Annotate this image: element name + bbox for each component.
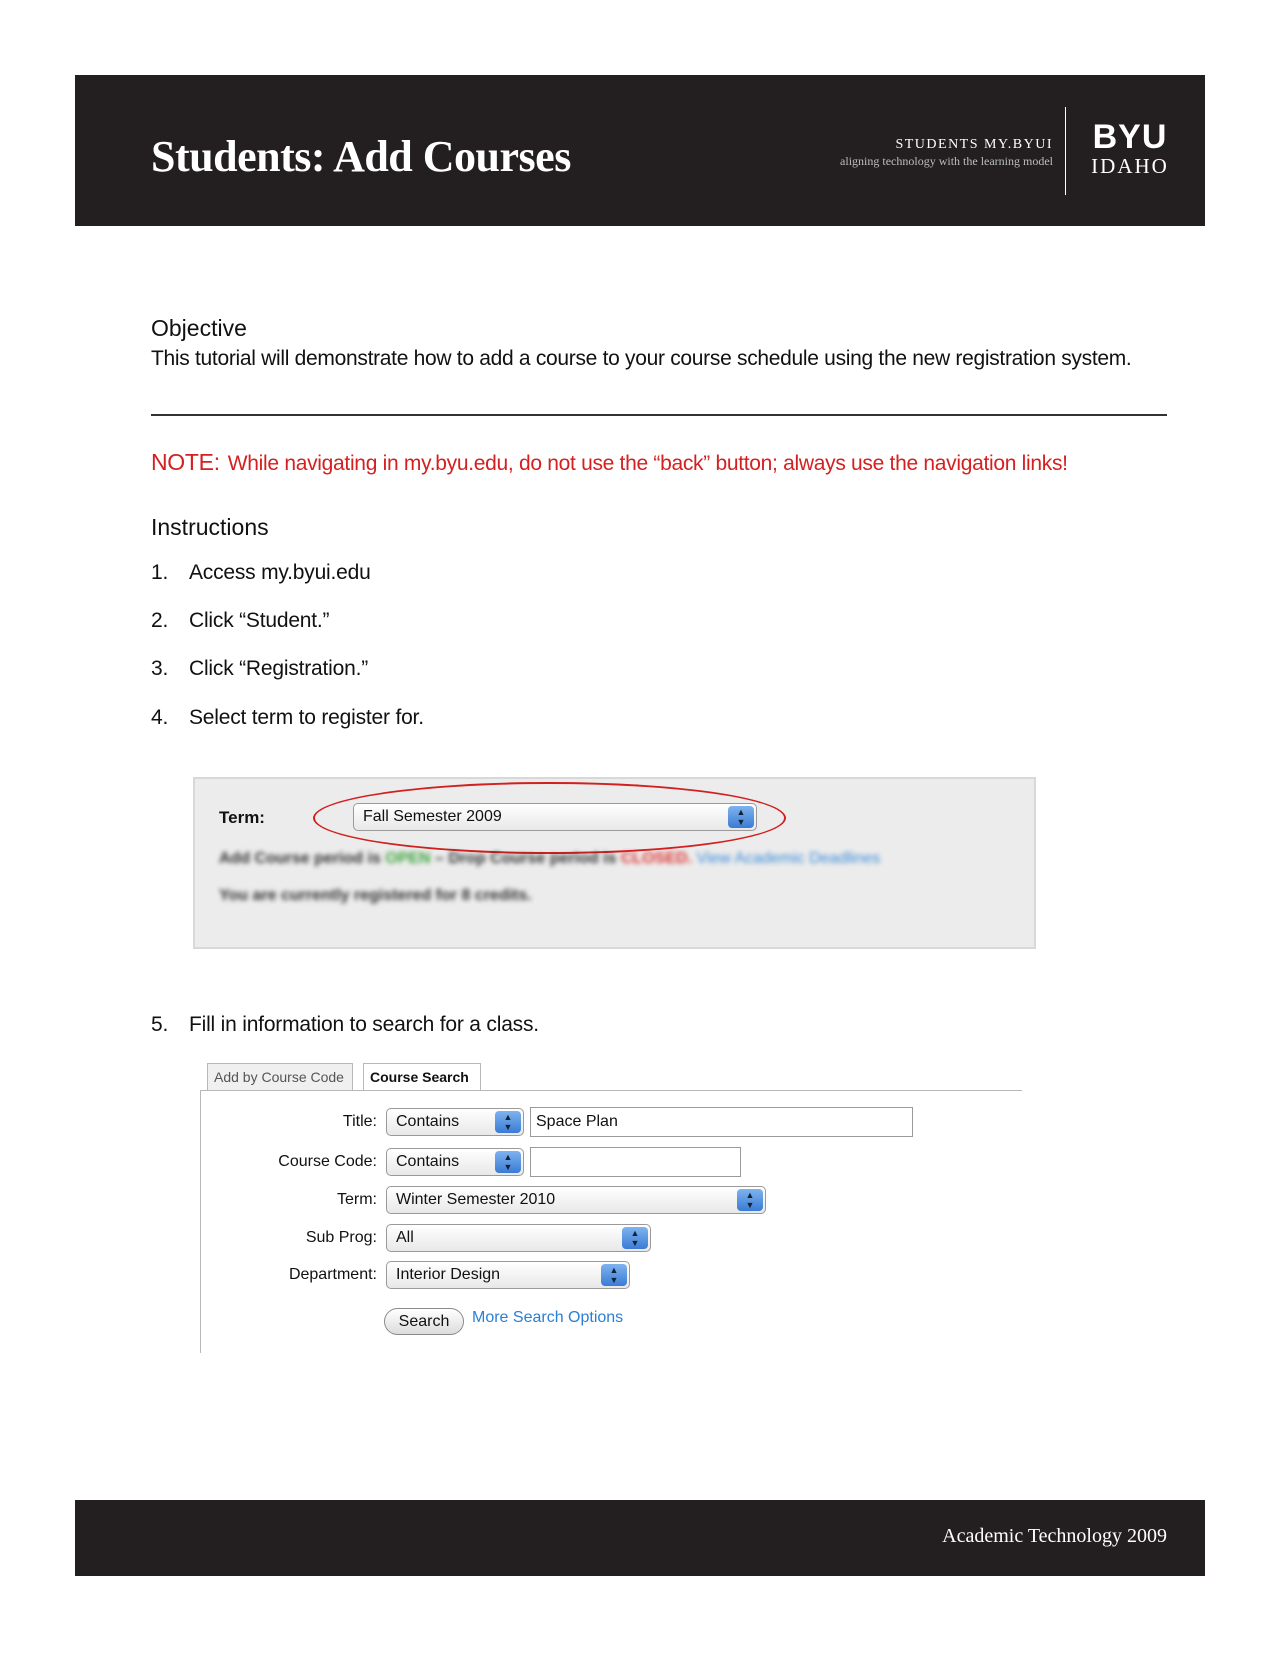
panel-left-border [200,1090,201,1353]
tabs-underline [200,1090,1022,1091]
status-closed: CLOSED. [620,850,692,867]
step-number: 1. [151,561,169,584]
step-text: Click “Registration.” [189,657,369,680]
logo-byu-text: BYU [1092,118,1168,156]
term-select-value: Winter Semester 2010 [396,1191,556,1208]
status-open: OPEN [385,850,431,867]
course-code-input[interactable] [530,1147,741,1177]
sub-prog-label: Sub Prog: [305,1229,377,1246]
step-number: 2. [151,609,169,632]
select-arrows-icon: ▲ ▼ [495,1111,521,1133]
note-label: NOTE: [151,449,220,475]
sub-prog-select[interactable] [386,1224,651,1252]
step-2 [151,609,329,633]
objective-text: This tutorial will demonstrate how to add a course to your course schedule using the new registration system. [151,347,1132,370]
title-input[interactable]: Space Plan [530,1107,913,1137]
highlight-ellipse [313,782,786,854]
footer-text: Academic Technology 2009 [942,1525,1167,1547]
department-select[interactable] [386,1261,630,1289]
note-row [151,449,1068,476]
academic-deadlines-link[interactable]: View Academic Deadlines [696,850,881,867]
registration-period-status [219,850,880,868]
term-select[interactable] [386,1186,766,1214]
title-operator-select[interactable] [386,1108,524,1136]
select-arrows-icon: ▲ ▼ [737,1189,763,1211]
footer-band [75,1500,1205,1576]
select-arrows-icon: ▲ ▼ [728,806,754,828]
step-text: Access my.byui.edu [189,561,371,584]
course-code-operator-value: Contains [396,1153,460,1170]
step-number: 4. [151,706,169,729]
select-arrows-icon: ▲ ▼ [622,1227,648,1249]
step-3 [151,657,368,681]
department-label: Department: [288,1266,377,1283]
step-number: 3. [151,657,169,680]
note-text: While navigating in my.byu.edu, do not use the “back” button; always use the navigation links! [227,452,1068,475]
course-search-screenshot [200,1063,1022,1353]
registered-credits-text: You are currently registered for 8 credits. [219,887,532,904]
step-4 [151,706,424,730]
select-arrows-icon: ▲ ▼ [601,1264,627,1286]
more-search-options-link[interactable]: More Search Options [472,1309,624,1326]
brand-line-1: STUDENTS MY.BYUI [895,137,1053,152]
section-divider [151,414,1167,416]
step-5 [151,1013,539,1037]
term-label: Term: [337,1191,377,1208]
objective-heading: Objective [151,315,247,341]
term-selection-screenshot [193,777,1036,949]
step-number: 5. [151,1013,169,1036]
step-1 [151,561,371,585]
course-code-operator-select[interactable] [386,1148,524,1176]
course-code-label: Course Code: [278,1153,377,1170]
brand-line-2: aligning technology with the learning model [840,154,1053,168]
search-button[interactable]: Search [384,1308,464,1335]
brand-divider [1065,107,1066,195]
header-band [75,75,1205,226]
tab-course-search[interactable]: Course Search [363,1063,481,1091]
logo-idaho-text: IDAHO [1091,154,1169,178]
page-title: Students: Add Courses [151,132,571,181]
step-text: Click “Student.” [189,609,330,632]
select-arrows-icon: ▲ ▼ [495,1151,521,1173]
title-label: Title: [342,1113,377,1130]
term-select-value: Fall Semester 2009 [363,808,502,825]
brand-tagline [840,137,1053,169]
byu-idaho-logo [1077,119,1183,177]
status-text-add: Add Course period is [219,850,381,867]
instructions-heading: Instructions [151,514,269,540]
department-select-value: Interior Design [396,1266,501,1283]
status-text-drop: – Drop Course period is [435,850,617,867]
title-operator-value: Contains [396,1113,460,1130]
term-label: Term: [219,808,265,827]
sub-prog-select-value: All [396,1229,414,1246]
step-text: Fill in information to search for a class. [189,1013,539,1036]
tab-add-by-course-code[interactable]: Add by Course Code [207,1063,353,1090]
step-text: Select term to register for. [189,706,424,729]
